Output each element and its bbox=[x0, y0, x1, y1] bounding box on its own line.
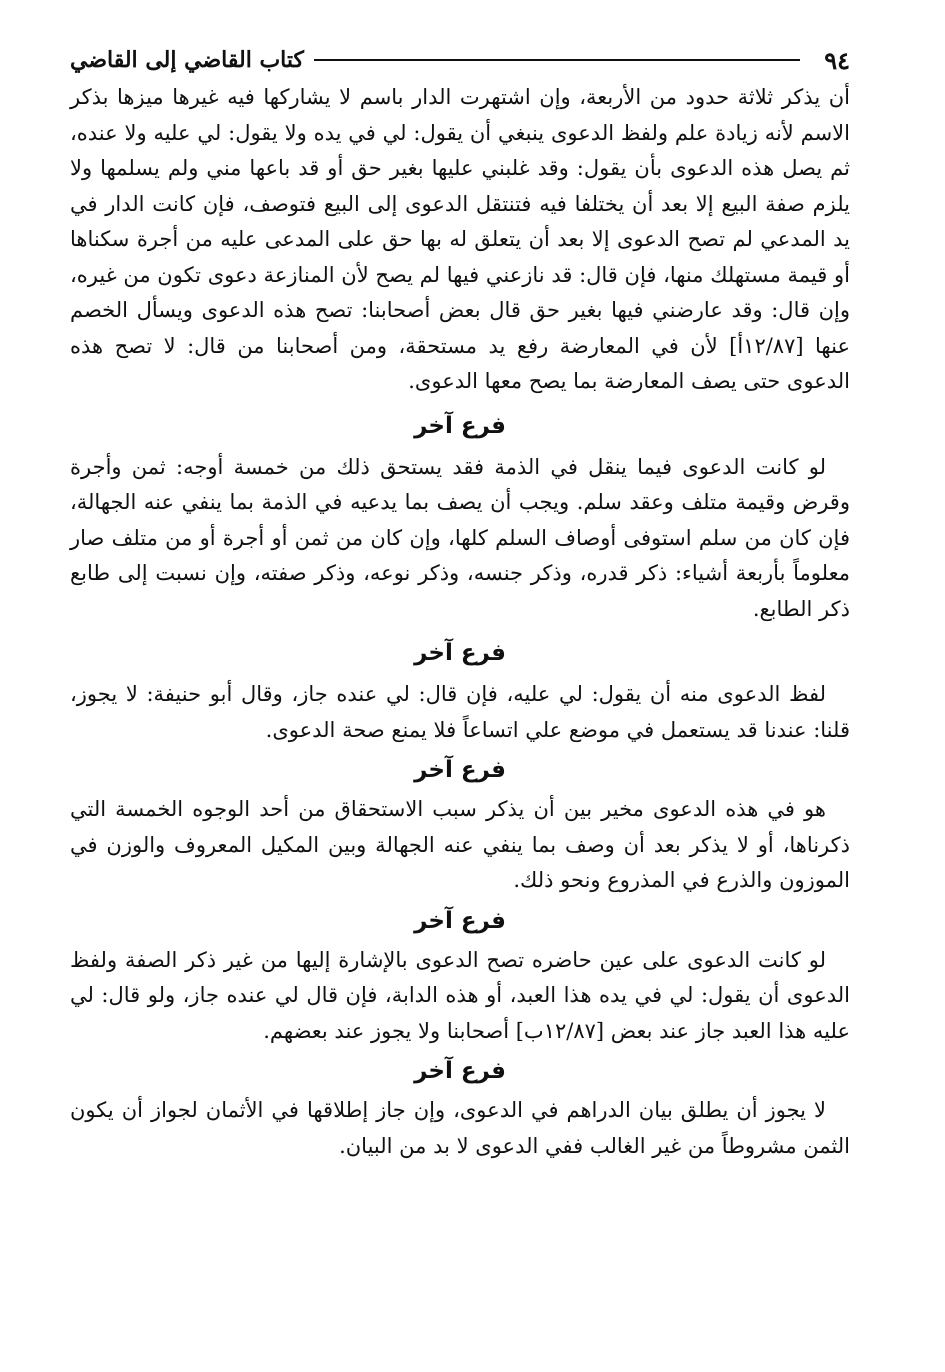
section-heading: فرع آخر bbox=[414, 757, 506, 783]
running-head bbox=[70, 40, 850, 80]
section-intro bbox=[70, 80, 850, 400]
section-heading: فرع آخر bbox=[414, 907, 506, 934]
section-far-akhar-3 bbox=[70, 750, 850, 899]
paragraph: لو كانت الدعوى فيما ينقل في الذمة فقد يستحق ذلك من خمسة أوجه: ثمن وأجرة وقرض وقيمة متلف وعقد سلم. ويجب أن يصف بما يدعيه في الذمة بما ينفي عنه الجهالة، فإن كان من سلم استوفى أوصاف السلم كلها، وإن كان من ثمن أو أجرة أو من متلف صار معلوماً بأربعة أشياء: ذكر قدره، وذكر جنسه، وذكر نوعه، وذكر صفته، وإن نسبت إلى طابع ذكر الطابع. bbox=[70, 454, 850, 621]
section-heading: فرع آخر bbox=[414, 412, 506, 439]
section-heading: فرع آخر bbox=[414, 1058, 506, 1084]
paragraph: لا يجوز أن يطلق بيان الدراهم في الدعوى، وإن جاز إطلاقها في الأثمان لجواز أن يكون الثمن مشروطاً من غير الغالب ففي الدعوى لا بد من البيان. bbox=[70, 1098, 850, 1158]
section-far-akhar-4 bbox=[70, 901, 850, 1050]
paragraph: لو كانت الدعوى على عين حاضره تصح الدعوى بالإشارة إليها من غير ذكر الصفة ولفظ الدعوى أن يقول: لي في يده هذا العبد، أو هذه الدابة، فإن قال لي عنده جاز، ولو قال: لي عليه هذا العبد جاز عند بعض [١٢/٨٧ب] أصحابنا ولا يجوز عند بعضهم. bbox=[70, 947, 850, 1043]
paragraph: أن يذكر ثلاثة حدود من الأربعة، وإن اشتهرت الدار باسم لا يشاركها فيه غيرها ميزها بذكر الاسم لأنه زيادة علم ولفظ الدعوى ينبغي أن يقول: لي في يده ولا يقول: لي عليه ولا عنده، ثم يصل هذه الدعوى بأن يقول: وقد غلبني عليها بغير حق أو قد باعها مني ولم يسلمها ولا يلزم صفة البيع إلا بعد أن يختلفا فيه فتنتقل الدعوى إلى البيع فتوصف، فإن كانت الدار في يد المدعي لم تصح الدعوى إلا بعد أن يتعلق له بها حق على المدعى عليه من أجرة سكناها أو قيمة مستهلك منها، فإن قال: قد نازعني فيها لم يصح لأن المنازعة دعوى تكون من غيره، وإن قال: وقد عارضني فيها بغير حق قال بعض أصحابنا: تصح هذه الدعوى ويسأل الخصم عنها [١٢/٨٧أ] لأن في المعارضة رفع يد مستحقة، ومن أصحابنا من قال: لا تصح هذه الدعوى حتى يصف المعارضة بما يصح معها الدعوى. bbox=[70, 85, 850, 393]
book-page bbox=[70, 40, 850, 1352]
header-rule bbox=[314, 59, 800, 61]
paragraph: لفظ الدعوى منه أن يقول: لي عليه، فإن قال: لي عنده جاز، وقال أبو حنيفة: لا يجوز، قلنا: عندنا قد يستعمل في موضع علي اتساعاً فلا يمنع صحة الدعوى. bbox=[70, 682, 850, 742]
page-number: ٩٤ bbox=[824, 45, 850, 75]
section-far-akhar-5 bbox=[70, 1051, 850, 1164]
paragraph: هو في هذه الدعوى مخير بين أن يذكر سبب الاستحقاق من أحد الوجوه الخمسة التي ذكرناها، أو لا يذكر بعد أن وصف بما ينفي عنه الجهالة وبين المكيل المعروف والوزن في الموزون والذرع في المذروع ونحو ذلك. bbox=[70, 797, 850, 892]
section-far-akhar-1 bbox=[70, 406, 850, 628]
book-title: كتاب القاضي إلى القاضي bbox=[70, 47, 304, 73]
section-far-akhar-2 bbox=[70, 633, 850, 748]
section-heading: فرع آخر bbox=[414, 640, 506, 666]
